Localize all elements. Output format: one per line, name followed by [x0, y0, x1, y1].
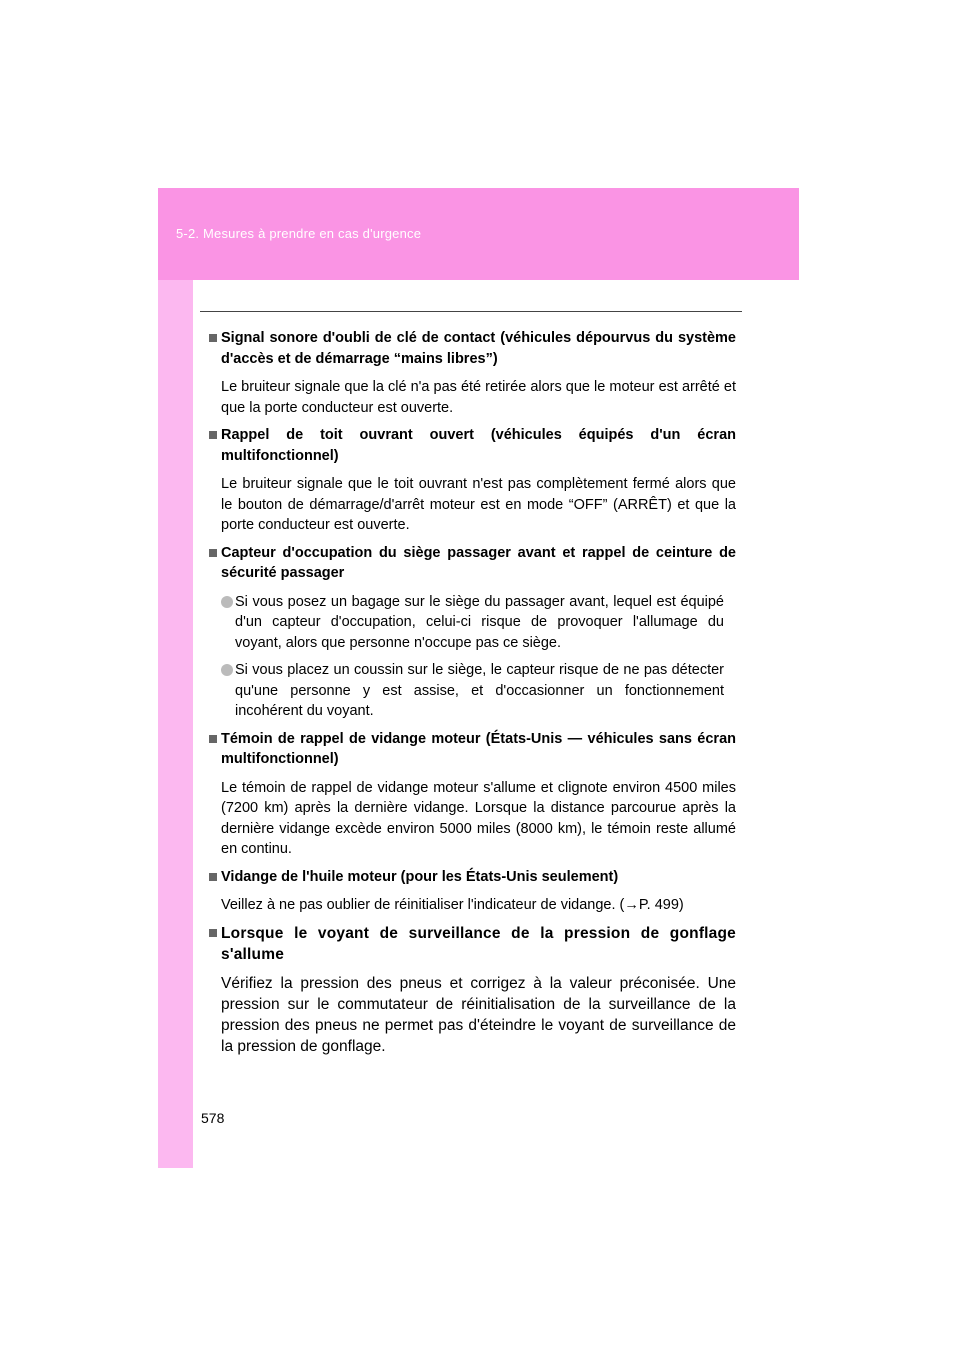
heading-text: Lorsque le voyant de surveillance de la pression de gonflage s'allume — [221, 924, 736, 963]
square-bullet-icon — [209, 735, 217, 743]
section-heading — [209, 543, 736, 584]
section-body: Le témoin de rappel de vidange moteur s'allume et clignote environ 4500 miles (7200 km) après la dernière vidange. Lorsque la distance parcourue après la dernière vidange excède environ 5000 miles (8000 km), le témoin reste allumé en continu. — [221, 779, 736, 857]
section-heading — [209, 425, 736, 466]
section-body: Vérifiez la pression des pneus et corrigez à la valeur préconisée. Une pression sur le commutateur de réinitialisation de la surveillance de la pression des pneus ne permet pas d'éteindre le voyant de surveillance de la pression de gonflage. — [221, 974, 736, 1055]
round-bullet-icon — [221, 664, 233, 676]
heading-text: Signal sonore d'oubli de clé de contact (véhicules dépourvus du système d'accès et de démarrage “mains libres”) — [221, 330, 736, 367]
square-bullet-icon — [209, 549, 217, 557]
section-body: Veillez à ne pas oublier de réinitialiser l'indicateur de vidange. (→P. 499) — [221, 897, 684, 913]
section-heading — [209, 867, 736, 888]
bullet-text: Si vous posez un bagage sur le siège du passager avant, lequel est équipé d'un capteur d'occupation, celui-ci risque de provoquer l'allumage du voyant, alors que personne n'occupe pas ce siège. — [235, 593, 724, 651]
square-bullet-icon — [209, 873, 217, 881]
page-number: 578 — [201, 1110, 225, 1126]
round-bullet-icon — [221, 596, 233, 608]
divider-rule — [200, 311, 742, 312]
square-bullet-icon — [209, 929, 217, 937]
heading-text: Vidange de l'huile moteur (pour les États-Unis seulement) — [221, 868, 619, 885]
bullet-item — [209, 660, 736, 722]
section-heading — [209, 328, 736, 369]
section-heading — [209, 923, 736, 965]
section-header-band — [158, 188, 799, 280]
section-heading — [209, 729, 736, 770]
heading-text: Témoin de rappel de vidange moteur (États-Unis — véhicules sans écran multifonctionnel) — [221, 730, 736, 767]
square-bullet-icon — [209, 431, 217, 439]
square-bullet-icon — [209, 334, 217, 342]
section-title: 5-2. Mesures à prendre en cas d'urgence — [176, 226, 422, 241]
section-body: Le bruiteur signale que le toit ouvrant n'est pas complètement fermé alors que le bouton de démarrage/d'arrêt moteur est en mode “OFF” (ARRÊT) et que la porte conducteur est ouverte. — [221, 476, 736, 533]
heading-text: Rappel de toit ouvrant ouvert (véhicules équipés d'un écran multifonctionnel) — [221, 427, 736, 464]
heading-text: Capteur d'occupation du siège passager avant et rappel de ceinture de sécurité passager — [221, 544, 736, 581]
section-body: Le bruiteur signale que la clé n'a pas été retirée alors que le moteur est arrêté et que la porte conducteur est ouverte. — [221, 379, 736, 416]
page-content — [209, 328, 736, 1064]
bullet-text: Si vous placez un coussin sur le siège, le capteur risque de ne pas détecter qu'une personne y est assise, et d'occasionner un fonctionnement incohérent du voyant. — [235, 662, 724, 719]
bullet-item — [209, 592, 736, 654]
side-color-strip — [158, 280, 193, 1168]
